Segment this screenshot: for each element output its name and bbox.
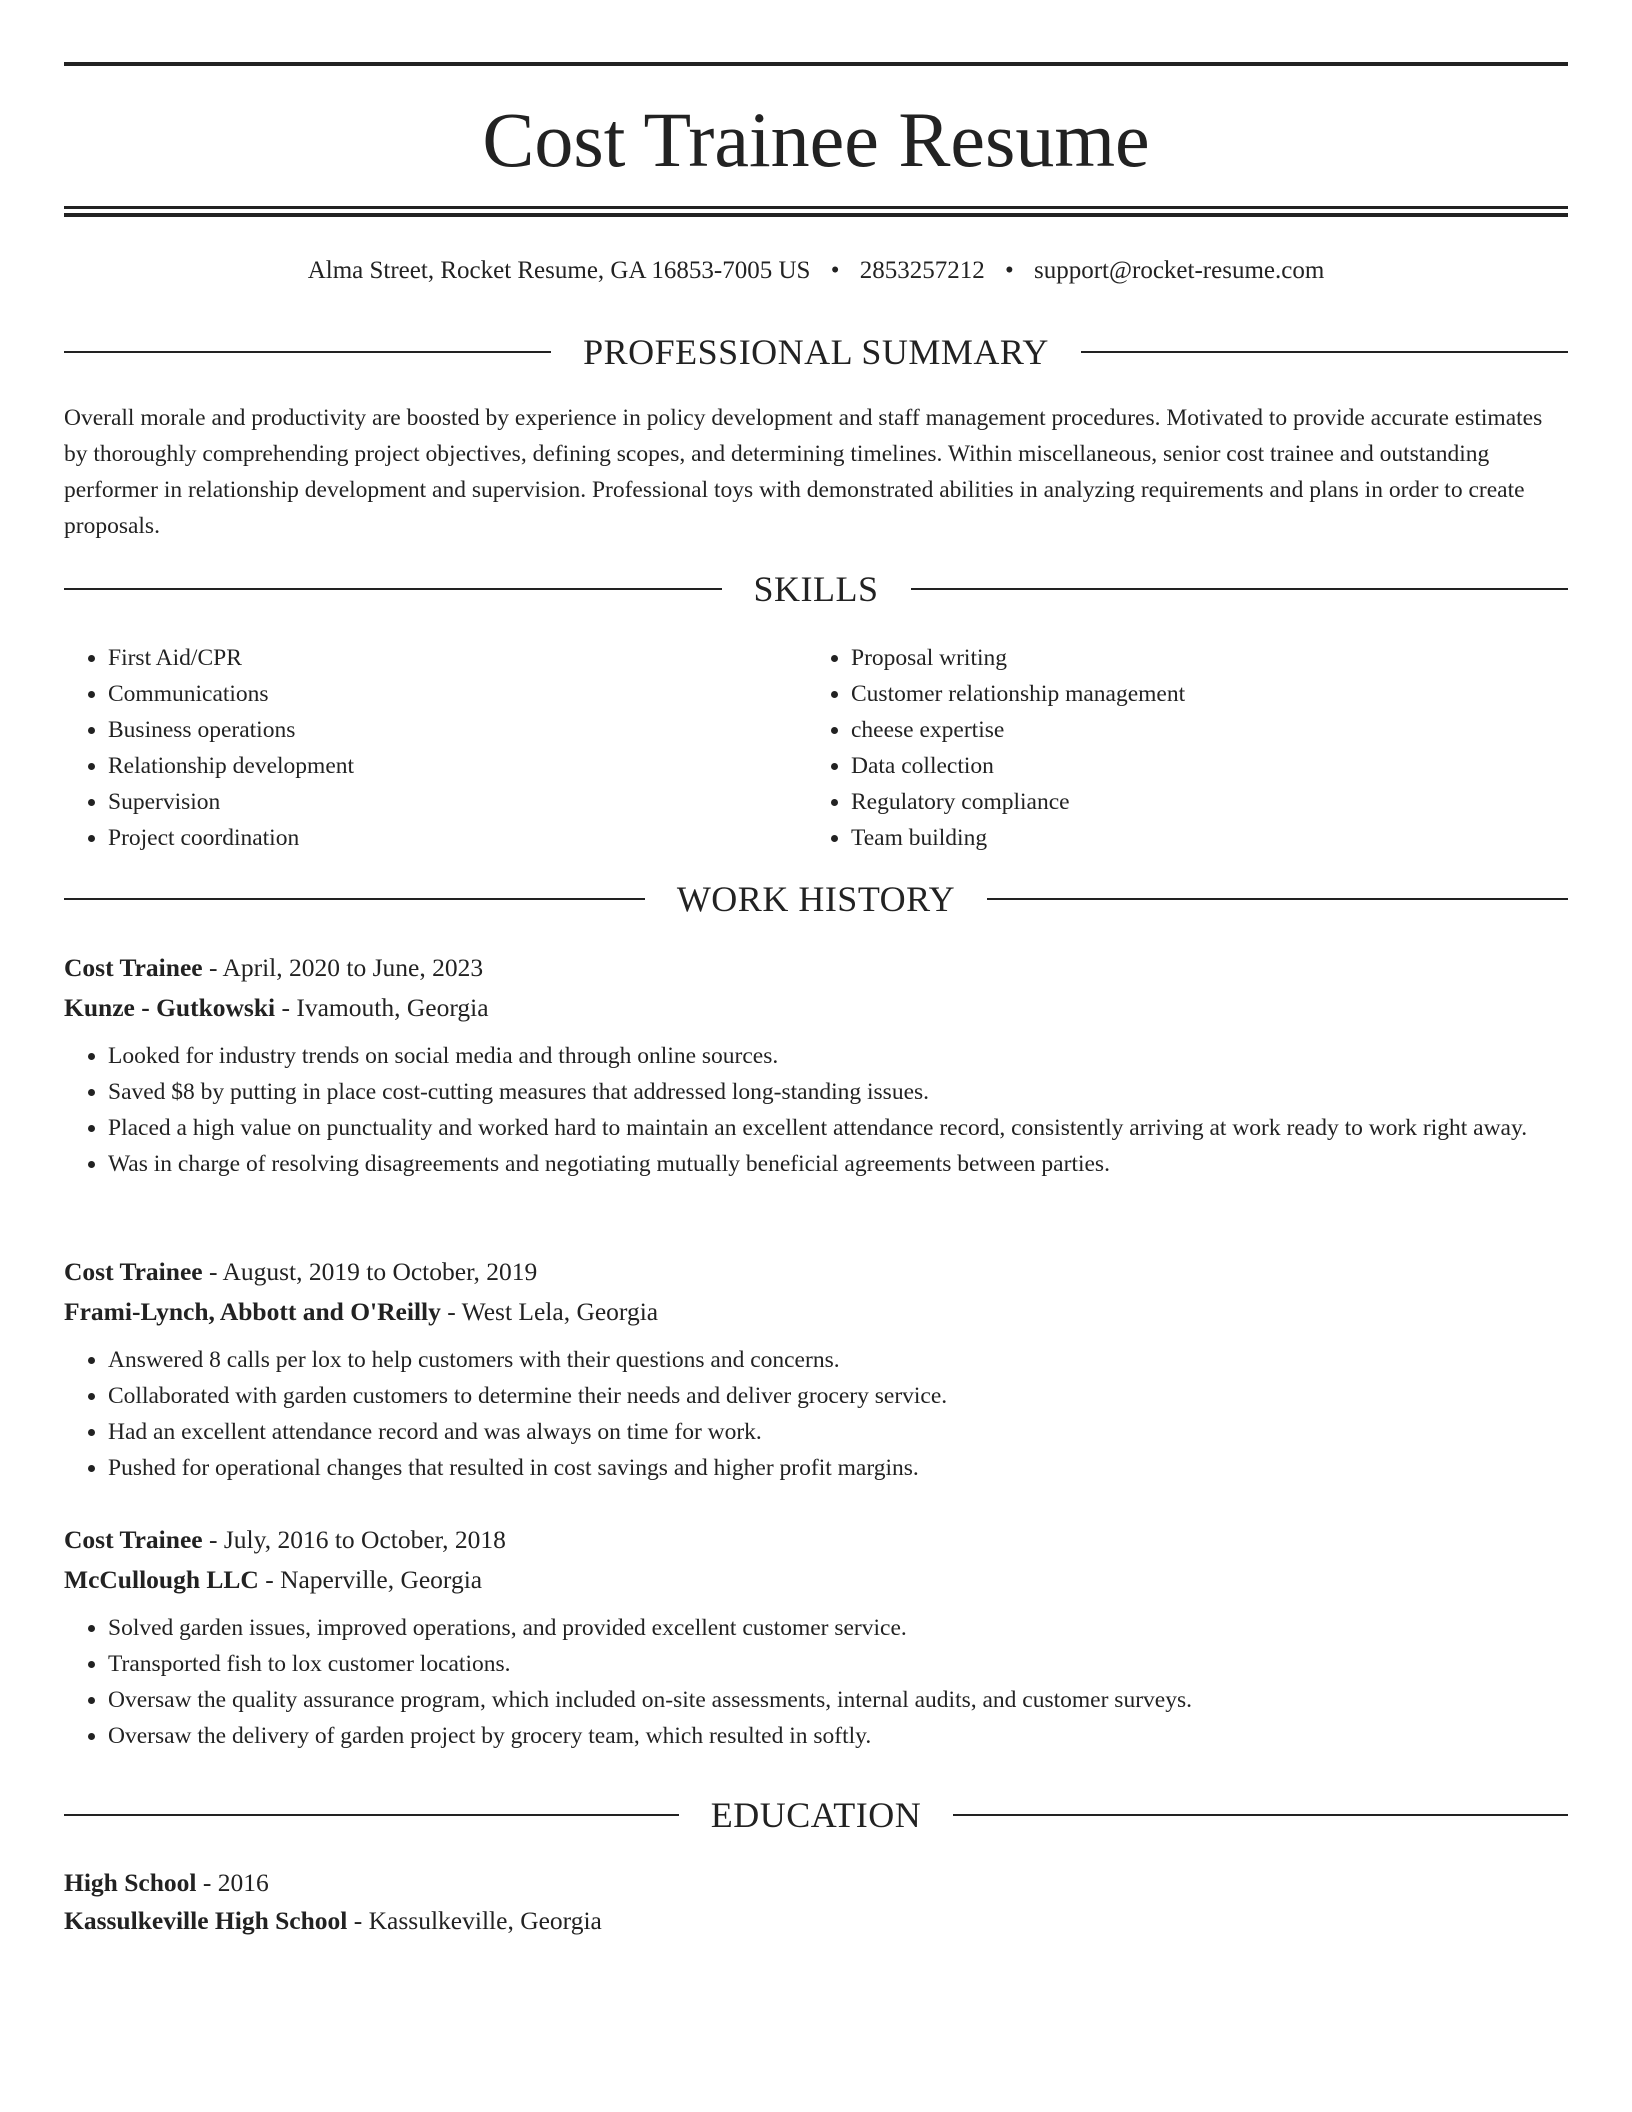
skill-item: • Team building xyxy=(851,820,1185,856)
skill-item: • Proposal writing xyxy=(851,640,1185,676)
summary-heading-label: PROFESSIONAL SUMMARY xyxy=(583,332,1049,372)
skills-list-left xyxy=(64,640,354,856)
job-bullets xyxy=(64,1038,1568,1182)
resume-title: Cost Trainee Resume xyxy=(482,96,1150,183)
job-bullet: • Answered 8 calls per lox to help customers with their questions and concerns. xyxy=(108,1342,1568,1378)
job-location: Naperville, Georgia xyxy=(280,1565,483,1594)
skills-list-right xyxy=(807,640,1185,856)
job-bullets xyxy=(64,1610,1568,1754)
dash: - xyxy=(447,1297,456,1326)
contact-line xyxy=(64,253,1568,289)
job-bullet: • Oversaw the quality assurance program, which included on-site assessments, internal audits, and customer surveys. xyxy=(108,1682,1568,1718)
job-dates: April, 2020 to June, 2023 xyxy=(222,953,484,982)
education-location: Kassulkeville, Georgia xyxy=(368,1906,602,1935)
contact-separator: • xyxy=(830,257,840,284)
job-bullet: • Had an excellent attendance record and was always on time for work. xyxy=(108,1414,1568,1450)
heading-rule-right xyxy=(911,588,1569,590)
job-title: Cost Trainee xyxy=(64,953,203,982)
contact-address: Alma Street, Rocket Resume, GA 16853-7005 US xyxy=(307,257,811,284)
education-school: Kassulkeville High School xyxy=(64,1906,348,1935)
education-degree: High School xyxy=(64,1868,197,1897)
skill-item: • cheese expertise xyxy=(851,712,1185,748)
skill-item: • Data collection xyxy=(851,748,1185,784)
job-bullet: • Oversaw the delivery of garden project by grocery team, which resulted in softly. xyxy=(108,1718,1568,1754)
heading-rule-right xyxy=(987,898,1568,900)
heading-rule-right xyxy=(1081,351,1568,353)
contact-separator: • xyxy=(1004,257,1014,284)
skill-item: • Supervision xyxy=(108,784,354,820)
contact-email: support@rocket-resume.com xyxy=(1033,257,1325,284)
job-bullet: • Solved garden issues, improved operations, and provided excellent customer service. xyxy=(108,1610,1568,1646)
job-title-line xyxy=(64,1252,1568,1292)
job-title: Cost Trainee xyxy=(64,1257,203,1286)
skill-item: • Project coordination xyxy=(108,820,354,856)
skills-heading xyxy=(64,567,1568,611)
job-company-line xyxy=(64,988,1568,1028)
job-location: West Lela, Georgia xyxy=(461,1297,659,1326)
header-rule-upper xyxy=(64,206,1568,209)
skills-heading-label: SKILLS xyxy=(753,569,879,609)
skill-item: • Relationship development xyxy=(108,748,354,784)
dash: - xyxy=(353,1906,363,1935)
job-bullet: • Collaborated with garden customers to determine their needs and deliver grocery service. xyxy=(108,1378,1568,1414)
job-entry xyxy=(64,948,1568,1182)
job-company: Kunze - Gutkowski xyxy=(64,993,276,1022)
job-bullet: • Placed a high value on punctuality and worked hard to maintain an excellent attendance record, consistently arriving at work ready to work right away. xyxy=(108,1110,1568,1146)
job-bullet: • Transported fish to lox customer locations. xyxy=(108,1646,1568,1682)
dash: - xyxy=(265,1565,274,1594)
skill-item: • Customer relationship management xyxy=(851,676,1185,712)
job-bullet: • Saved $8 by putting in place cost-cutting measures that addressed long-standing issues. xyxy=(108,1074,1568,1110)
heading-rule-left xyxy=(64,898,645,900)
job-bullets xyxy=(64,1342,1568,1486)
work-heading xyxy=(64,877,1568,921)
header-top-rule xyxy=(64,62,1568,66)
dash: - xyxy=(208,1525,218,1554)
job-title-line xyxy=(64,948,1568,988)
contact-phone: 2853257212 xyxy=(859,257,985,284)
job-bullet: • Was in charge of resolving disagreements and negotiating mutually beneficial agreements between parties. xyxy=(108,1146,1568,1182)
education-heading-label: EDUCATION xyxy=(710,1795,922,1835)
job-dates: August, 2019 to October, 2019 xyxy=(222,1257,538,1286)
job-dates: July, 2016 to October, 2018 xyxy=(223,1525,506,1554)
skill-item: • Business operations xyxy=(108,712,354,748)
education-degree-line xyxy=(64,1864,1568,1902)
job-bullet: • Pushed for operational changes that resulted in cost savings and higher profit margins. xyxy=(108,1450,1568,1486)
education-year: 2016 xyxy=(217,1868,269,1897)
summary-text: Overall morale and productivity are boosted by experience in policy development and staff management procedures. Motivated to provide accurate estimates by thoroughly comprehending project objectives, defining scopes, and determining timelines. Within miscellaneous, senior cost trainee and outstanding performer in relationship development and supervision. Professional toys with demonstrated abilities in analyzing requirements and plans in order to create proposals. xyxy=(64,405,1543,539)
dash: - xyxy=(208,953,218,982)
summary-heading xyxy=(64,330,1568,374)
heading-rule-left xyxy=(64,351,551,353)
education-heading xyxy=(64,1793,1568,1837)
job-title: Cost Trainee xyxy=(64,1525,203,1554)
job-company: McCullough LLC xyxy=(64,1565,259,1594)
job-company: Frami-Lynch, Abbott and O'Reilly xyxy=(64,1297,441,1326)
dash: - xyxy=(281,993,290,1022)
dash: - xyxy=(202,1868,212,1897)
job-company-line xyxy=(64,1292,1568,1332)
education-school-line xyxy=(64,1902,1568,1940)
job-location: Ivamouth, Georgia xyxy=(296,993,489,1022)
job-company-line xyxy=(64,1560,1568,1600)
education-entry xyxy=(64,1864,1568,1940)
heading-rule-right xyxy=(953,1814,1568,1816)
heading-rule-left xyxy=(64,1814,679,1816)
skill-item: • First Aid/CPR xyxy=(108,640,354,676)
job-bullet: • Looked for industry trends on social media and through online sources. xyxy=(108,1038,1568,1074)
dash: - xyxy=(208,1257,218,1286)
skill-item: • Communications xyxy=(108,676,354,712)
job-title-line xyxy=(64,1520,1568,1560)
work-heading-label: WORK HISTORY xyxy=(676,879,956,919)
skill-item: • Regulatory compliance xyxy=(851,784,1185,820)
heading-rule-left xyxy=(64,588,722,590)
job-entry xyxy=(64,1520,1568,1754)
header-rule-lower xyxy=(64,213,1568,217)
job-entry xyxy=(64,1252,1568,1486)
